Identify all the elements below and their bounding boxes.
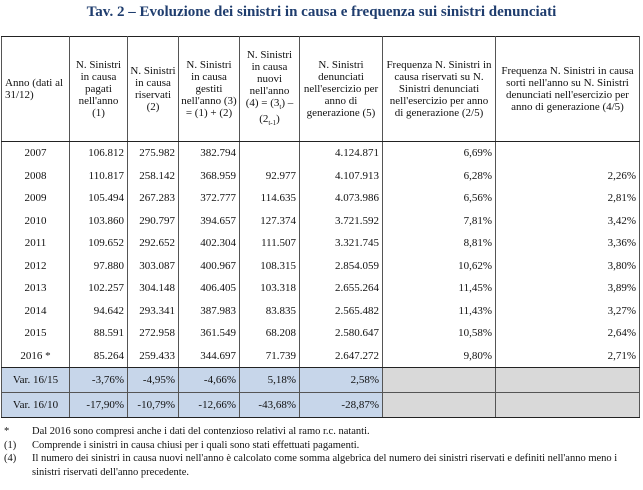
row-value-cell: 8,81%	[383, 232, 496, 255]
row-value-cell: 368.959	[179, 165, 240, 188]
variation-value: -4,95%	[128, 368, 179, 393]
table-row	[2, 142, 640, 165]
footnote-marker: (1)	[4, 439, 17, 451]
row-value-cell: 382.794	[179, 142, 240, 165]
footnote-marker: *	[4, 426, 10, 437]
row-value-cell: 275.982	[128, 142, 179, 165]
header-year: Anno (dati al 31/12)	[2, 37, 70, 142]
row-value-cell: 272.958	[128, 322, 179, 345]
row-year-cell: 2008	[2, 165, 70, 188]
row-value-cell: 94.642	[70, 300, 128, 323]
footnote-text: Il numero dei sinistri in causa nuovi nell'anno è calcolato come somma algebrica del numero dei sinistri riservati e definiti nell'anno meno i sinistri riservati dell'anno precedente.	[32, 453, 618, 478]
row-value-cell: 406.405	[179, 277, 240, 300]
row-year-cell: 2012	[2, 255, 70, 278]
row-value-cell: 102.257	[70, 277, 128, 300]
variation-value: -43,68%	[240, 393, 300, 418]
variation-row	[2, 368, 640, 393]
variation-value: -4,66%	[179, 368, 240, 393]
variation-value: -10,79%	[128, 393, 179, 418]
row-value-cell: 372.777	[179, 187, 240, 210]
variation-row	[2, 393, 640, 418]
row-value-cell: 85.264	[70, 345, 128, 368]
row-value-cell	[496, 142, 640, 165]
variation-value: -17,90%	[70, 393, 128, 418]
footnote	[4, 425, 636, 439]
row-value-cell: 3,27%	[496, 300, 640, 323]
row-value-cell: 2.565.482	[300, 300, 383, 323]
footnote	[4, 439, 636, 453]
row-value-cell: 304.148	[128, 277, 179, 300]
table-row	[2, 232, 640, 255]
row-value-cell: 9,80%	[383, 345, 496, 368]
footnote-text: Dal 2016 sono compresi anche i dati del contenzioso relativi al ramo r.c. natanti.	[32, 426, 370, 437]
row-value-cell: 6,28%	[383, 165, 496, 188]
row-value-cell: 2.655.264	[300, 277, 383, 300]
row-value-cell: 2.647.272	[300, 345, 383, 368]
row-value-cell: 303.087	[128, 255, 179, 278]
table-header-row	[2, 37, 640, 142]
footnote	[4, 452, 636, 479]
row-value-cell: 290.797	[128, 210, 179, 233]
row-value-cell: 105.494	[70, 187, 128, 210]
row-value-cell: 108.315	[240, 255, 300, 278]
row-value-cell: 114.635	[240, 187, 300, 210]
row-value-cell: 97.880	[70, 255, 128, 278]
row-value-cell: 258.142	[128, 165, 179, 188]
row-value-cell: 2,71%	[496, 345, 640, 368]
variation-label: Var. 16/10	[2, 393, 70, 418]
row-value-cell: 293.341	[128, 300, 179, 323]
row-year-cell: 2015	[2, 322, 70, 345]
row-year-cell: 2007	[2, 142, 70, 165]
row-value-cell: 6,69%	[383, 142, 496, 165]
row-year-cell: 2009	[2, 187, 70, 210]
row-value-cell: 400.967	[179, 255, 240, 278]
row-year-cell: 2013	[2, 277, 70, 300]
row-value-cell: 103.318	[240, 277, 300, 300]
row-value-cell: 394.657	[179, 210, 240, 233]
row-value-cell: 92.977	[240, 165, 300, 188]
footnote-marker: (4)	[4, 453, 17, 464]
row-value-cell: 110.817	[70, 165, 128, 188]
row-value-cell: 402.304	[179, 232, 240, 255]
row-year-cell: 2011	[2, 232, 70, 255]
row-value-cell: 6,56%	[383, 187, 496, 210]
header-managed: N. Sinistri in causa gestiti nell'anno (3) = (1) + (2)	[179, 37, 240, 142]
table-title: Tav. 2 – Evoluzione dei sinistri in causa e frequenza sui sinistri denunciati	[86, 4, 557, 20]
variation-value: -12,66%	[179, 393, 240, 418]
header-paid: N. Sinistri in causa pagati nell'anno (1)	[70, 37, 128, 142]
header-freq-new: Frequenza N. Sinistri in causa sorti nell'anno su N. Sinistri denunciati nell'esercizio per anno di generazione (4/5)	[496, 37, 640, 142]
row-value-cell: 259.433	[128, 345, 179, 368]
row-value-cell: 11,45%	[383, 277, 496, 300]
table-row	[2, 210, 640, 233]
table-row	[2, 165, 640, 188]
row-value-cell: 4.124.871	[300, 142, 383, 165]
row-value-cell: 2,64%	[496, 322, 640, 345]
row-value-cell: 3.321.745	[300, 232, 383, 255]
header-reserved: N. Sinistri in causa riservati (2)	[128, 37, 179, 142]
row-value-cell: 3,80%	[496, 255, 640, 278]
row-value-cell: 68.208	[240, 322, 300, 345]
row-value-cell: 106.812	[70, 142, 128, 165]
row-year-cell: 2010	[2, 210, 70, 233]
row-value-cell: 3,36%	[496, 232, 640, 255]
row-value-cell: 4.073.986	[300, 187, 383, 210]
footnote-text: Comprende i sinistri in causa chiusi per i quali sono stati effettuati pagamenti.	[32, 439, 360, 451]
row-value-cell: 11,43%	[383, 300, 496, 323]
header-freq-reserved: Frequenza N. Sinistri in causa riservati su N. Sinistri denunciati nell'esercizio per anno di generazione (2/5)	[383, 37, 496, 142]
row-value-cell: 3.721.592	[300, 210, 383, 233]
row-value-cell: 88.591	[70, 322, 128, 345]
claims-table	[1, 36, 640, 418]
row-value-cell: 3,89%	[496, 277, 640, 300]
row-value-cell: 103.860	[70, 210, 128, 233]
table-row	[2, 187, 640, 210]
row-value-cell: 2.854.059	[300, 255, 383, 278]
row-value-cell: 344.697	[179, 345, 240, 368]
row-value-cell: 361.549	[179, 322, 240, 345]
empty-cell	[383, 393, 496, 418]
footnotes	[4, 425, 636, 479]
row-year-cell: 2016 *	[2, 345, 70, 368]
empty-cell	[383, 368, 496, 393]
row-value-cell	[240, 142, 300, 165]
variation-label: Var. 16/15	[2, 368, 70, 393]
row-value-cell: 83.835	[240, 300, 300, 323]
table-row	[2, 255, 640, 278]
row-value-cell: 7,81%	[383, 210, 496, 233]
table-row	[2, 322, 640, 345]
row-value-cell: 292.652	[128, 232, 179, 255]
header-new: N. Sinistri in causa nuovi nell'anno $(4) = (3_t) - (2_{t-1})$	[240, 37, 300, 142]
empty-cell	[496, 393, 640, 418]
row-value-cell: 10,58%	[383, 322, 496, 345]
table-row	[2, 300, 640, 323]
row-value-cell: 10,62%	[383, 255, 496, 278]
row-value-cell: 267.283	[128, 187, 179, 210]
table-row	[2, 345, 640, 368]
row-value-cell: 2,81%	[496, 187, 640, 210]
row-value-cell: 3,42%	[496, 210, 640, 233]
row-value-cell: 387.983	[179, 300, 240, 323]
variation-value: -3,76%	[70, 368, 128, 393]
row-value-cell: 111.507	[240, 232, 300, 255]
row-value-cell: 71.739	[240, 345, 300, 368]
empty-cell	[496, 368, 640, 393]
variation-value: 5,18%	[240, 368, 300, 393]
row-year-cell: 2014	[2, 300, 70, 323]
row-value-cell: 109.652	[70, 232, 128, 255]
header-reported: N. Sinistri denunciati nell'esercizio per anno di generazione (5)	[300, 37, 383, 142]
row-value-cell: 2,26%	[496, 165, 640, 188]
row-value-cell: 2.580.647	[300, 322, 383, 345]
variation-value: 2,58%	[300, 368, 383, 393]
row-value-cell: 127.374	[240, 210, 300, 233]
table-row	[2, 277, 640, 300]
row-value-cell: 4.107.913	[300, 165, 383, 188]
variation-value: -28,87%	[300, 393, 383, 418]
